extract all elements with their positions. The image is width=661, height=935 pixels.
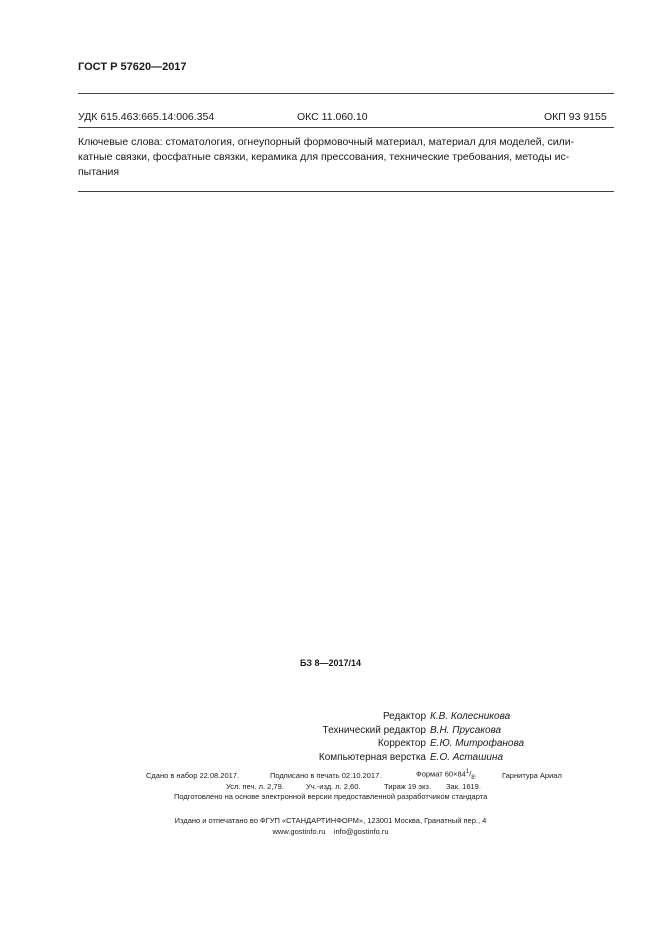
credit-proofreader xyxy=(378,737,426,751)
credit-proofreader-name xyxy=(430,737,524,751)
udk-code: УДК 615.463:665.14:006.354 xyxy=(78,111,215,123)
editor-name: К.В. Колесникова xyxy=(430,711,511,722)
imprint-published-by: Издано и отпечатано во ФГУП «СТАНДАРТИНФОРМ», 123001 Москва, Гранатный пер., 4 xyxy=(174,816,487,825)
imprint-order: Зак. 1619. xyxy=(446,782,481,791)
imprint-signed: Подписано в печать 02.10.2017. xyxy=(270,771,382,780)
email-link[interactable]: info@gostinfo.ru xyxy=(333,827,389,836)
divider-meta xyxy=(78,127,614,128)
keywords-block xyxy=(78,135,614,180)
credits-block xyxy=(0,710,661,770)
imprint-print-sheets: Усл. печ. л. 2,79. xyxy=(226,782,284,791)
format-sup: 1 xyxy=(465,769,470,775)
standard-code: ГОСТ Р 57620—2017 xyxy=(78,61,187,73)
okp-code: ОКП 93 9155 xyxy=(544,111,607,123)
website-link[interactable]: www.gostinfo.ru xyxy=(272,827,326,836)
keywords-line: катные связки, фосфатные связки, керамика для прессования, технические требования, методы ис- xyxy=(78,151,570,163)
oks-code: ОКС 11.060.10 xyxy=(297,111,368,123)
editor-label: Редактор xyxy=(382,711,426,722)
credit-editor-name xyxy=(430,710,510,724)
credit-layout-name xyxy=(430,751,503,765)
tech-editor-label: Технический редактор xyxy=(322,724,426,736)
imprint-pub-sheets: Уч.-изд. л. 2,60. xyxy=(306,782,361,791)
credit-editor xyxy=(383,710,426,724)
layout-name: Е.О. Асташина xyxy=(430,751,504,763)
layout-label: Компьютерная верстка xyxy=(318,751,426,763)
credit-tech-editor-name xyxy=(430,724,501,738)
imprint-typeface: Гарнитура Ариал xyxy=(502,771,562,780)
divider-top xyxy=(78,93,614,94)
imprint-submitted: Сдано в набор 22.08.2017. xyxy=(146,771,240,780)
format-sub: 8 xyxy=(471,775,475,781)
imprint-copies: Тираж 19 экз. xyxy=(384,782,432,791)
credit-layout xyxy=(319,751,426,765)
imprint-contacts xyxy=(0,827,661,836)
bz-number: БЗ 8—2017/14 xyxy=(299,658,362,668)
credit-tech-editor xyxy=(323,724,426,738)
keywords-line: Ключевые слова: стоматология, огнеупорный формовочный материал, материал для моделей, сили- xyxy=(78,136,575,148)
format-suffix: . xyxy=(474,769,477,779)
imprint-format: Формат $60\times 84^1/_8$. xyxy=(416,769,477,781)
divider-keywords xyxy=(78,191,614,192)
format-prefix: Формат 60×84 xyxy=(416,769,466,779)
imprint-prepared: Подготовлено на основе электронной версии предоставленной разработчиком стандарта xyxy=(174,792,488,801)
keywords-line: пытания xyxy=(78,166,120,178)
proofreader-label: Корректор xyxy=(377,738,426,749)
tech-editor-name: В.Н. Прусакова xyxy=(430,724,502,736)
proofreader-name: Е.Ю. Митрофанова xyxy=(430,738,525,749)
